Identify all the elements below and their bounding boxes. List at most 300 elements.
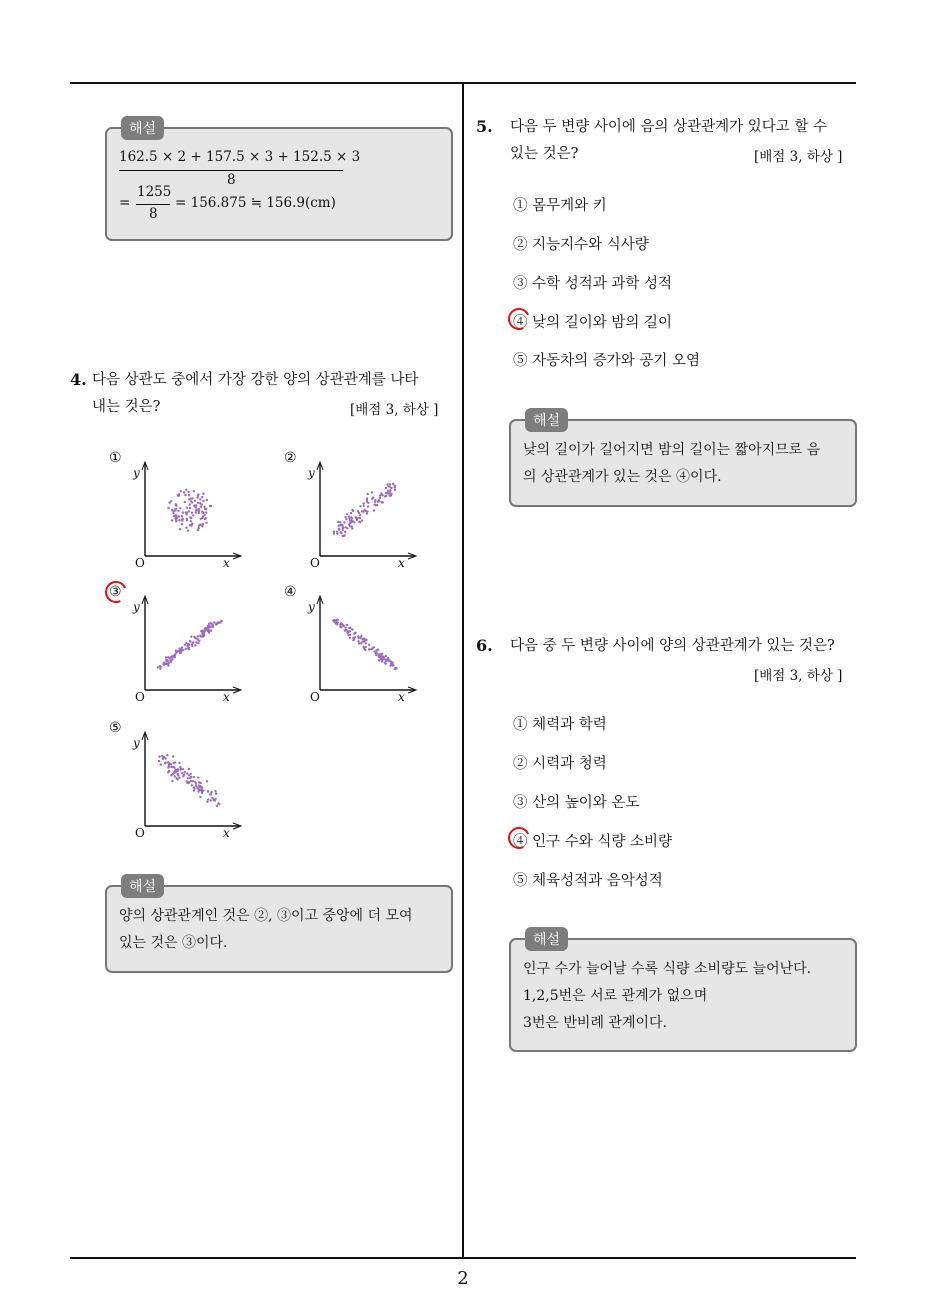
scatter-point xyxy=(200,789,202,791)
scatter-point xyxy=(384,495,386,497)
scatter-point xyxy=(376,649,378,651)
scatter-point xyxy=(368,648,370,650)
scatter-point xyxy=(185,527,187,529)
scatter-point xyxy=(337,619,339,621)
scatter-point xyxy=(186,518,188,520)
scatter-point xyxy=(198,525,200,527)
scatter-point xyxy=(171,655,173,657)
scatter-plot-1 xyxy=(105,450,255,580)
scatter-point xyxy=(172,755,174,757)
scatter-point xyxy=(171,509,173,511)
scatter-point xyxy=(376,652,378,654)
scatter-point xyxy=(186,507,188,509)
scatter-point xyxy=(158,760,160,762)
scatter-point xyxy=(199,498,201,500)
scatter-point xyxy=(202,512,204,514)
scatter-point xyxy=(359,514,361,516)
scatter-point xyxy=(343,534,345,536)
scatter-point xyxy=(347,632,349,634)
scatter-point xyxy=(159,665,161,667)
scatter-point xyxy=(182,518,184,520)
scatter-point xyxy=(214,790,216,792)
scatter-point xyxy=(389,489,391,491)
scatter-point xyxy=(201,496,203,498)
scatter-point xyxy=(175,516,177,518)
scatter-point xyxy=(351,525,353,527)
scatter-point xyxy=(177,770,179,772)
scatter-point xyxy=(382,494,384,496)
scatter-point xyxy=(167,771,169,773)
scatter-point xyxy=(344,627,346,629)
scatter-point xyxy=(371,648,373,650)
scatter-point xyxy=(385,487,387,489)
scatter-point xyxy=(389,492,391,494)
scatter-point xyxy=(189,507,191,509)
scatter-point xyxy=(348,523,350,525)
scatter-point xyxy=(203,635,205,637)
x-axis-label: x xyxy=(223,690,230,704)
scatter-point xyxy=(206,499,208,501)
scatter-point xyxy=(339,524,341,526)
scatter-point xyxy=(385,492,387,494)
scatter-point xyxy=(190,517,192,519)
scatter-point xyxy=(178,519,180,521)
scatter-point xyxy=(170,774,172,776)
scatter-point xyxy=(165,656,167,658)
scatter-point xyxy=(173,766,175,768)
scatter-point xyxy=(175,650,177,652)
scatter-point xyxy=(190,520,192,522)
scatter-point xyxy=(187,530,189,532)
x-axis-label: x xyxy=(398,690,405,704)
scatter-point xyxy=(167,507,169,509)
scatter-point xyxy=(160,763,162,765)
scatter-point xyxy=(186,780,188,782)
scatter-point xyxy=(339,521,341,523)
scatter-point xyxy=(188,774,190,776)
scatter-point xyxy=(204,627,206,629)
scatter-point xyxy=(207,790,209,792)
scatter-point xyxy=(381,653,383,655)
scatter-point xyxy=(339,623,341,625)
scatter-point xyxy=(363,505,365,507)
bottom-rule xyxy=(70,1257,856,1259)
scatter-point xyxy=(356,519,358,521)
scatter-point xyxy=(199,502,201,504)
scatter-point xyxy=(209,505,211,507)
scatter-point xyxy=(213,621,215,623)
scatter-point xyxy=(202,500,204,502)
scatter-point xyxy=(201,786,203,788)
scatter-plot-5 xyxy=(105,720,255,850)
scatter-point xyxy=(366,512,368,514)
scatter-point xyxy=(333,532,335,534)
fraction-bar-1 xyxy=(119,170,343,171)
question-4-number: 4. xyxy=(70,370,87,389)
scatter-point xyxy=(188,510,190,512)
scatter-point xyxy=(198,527,200,529)
x-axis-label: x xyxy=(223,556,230,570)
scatter-point xyxy=(194,781,196,783)
scatter-point xyxy=(216,805,218,807)
scatter-point xyxy=(202,516,204,518)
scatter-point xyxy=(181,772,183,774)
scatter-point xyxy=(178,777,180,779)
scatter-point xyxy=(367,493,369,495)
scatter-point xyxy=(359,517,361,519)
scatter-point xyxy=(388,495,390,497)
scatter-point xyxy=(189,524,191,526)
scatter-point xyxy=(184,771,186,773)
scatter-point xyxy=(204,508,206,510)
scatter-point xyxy=(191,512,193,514)
scatter-point xyxy=(367,505,369,507)
scatter-point xyxy=(174,514,176,516)
scatter-point xyxy=(175,508,177,510)
scatter-point xyxy=(208,624,210,626)
scatter-point xyxy=(216,623,218,625)
scatter-point xyxy=(363,502,365,504)
scatter-point xyxy=(207,626,209,628)
scatter-point xyxy=(373,509,375,511)
scatter-point xyxy=(393,485,395,487)
scatter-point xyxy=(349,637,351,639)
scatter-point xyxy=(385,660,387,662)
scatter-point xyxy=(165,659,167,661)
q5-choice-1: ① 몸무게와 키 xyxy=(513,198,607,214)
scatter-point xyxy=(177,650,179,652)
scatter-point xyxy=(166,754,168,756)
scatter-point xyxy=(186,512,188,514)
scatter-point xyxy=(373,503,375,505)
scatter-point xyxy=(193,789,195,791)
scatter-point xyxy=(177,495,179,497)
scatter-point xyxy=(387,485,389,487)
q5-choice-3: ③ 수학 성적과 과학 성적 xyxy=(513,276,672,292)
scatter-point xyxy=(357,510,359,512)
explanation-tag: 해설 xyxy=(121,874,164,898)
scatter-point xyxy=(171,519,173,521)
scatter-point xyxy=(171,780,173,782)
scatter-point xyxy=(381,501,383,503)
question-4-meta: [배점 3, 하상 ] xyxy=(350,402,439,418)
scatter-axes xyxy=(105,720,255,850)
scatter-point xyxy=(197,502,199,504)
scatter-point xyxy=(202,790,204,792)
plot-number-label: ③ xyxy=(109,584,122,600)
scatter-point xyxy=(208,629,210,631)
scatter-point xyxy=(220,620,222,622)
scatter-point xyxy=(189,503,191,505)
scatter-point xyxy=(174,775,176,777)
scatter-point xyxy=(362,646,364,648)
scatter-axes xyxy=(280,584,430,714)
scatter-point xyxy=(211,791,213,793)
scatter-point xyxy=(159,668,161,670)
scatter-point xyxy=(338,528,340,530)
explanation-box-q4 xyxy=(105,879,453,973)
scatter-point xyxy=(352,510,354,512)
scatter-point xyxy=(346,527,348,529)
scatter-point xyxy=(352,639,354,641)
scatter-point xyxy=(204,518,206,520)
scatter-point xyxy=(163,756,165,758)
scatter-point xyxy=(197,493,199,495)
scatter-point xyxy=(190,776,192,778)
plot-number-label: ④ xyxy=(284,584,297,600)
scatter-point xyxy=(333,619,335,621)
scatter-point xyxy=(196,787,198,789)
scatter-point xyxy=(179,528,181,530)
scatter-point xyxy=(354,632,356,634)
scatter-point xyxy=(371,491,373,493)
fraction-bar-2 xyxy=(136,204,170,205)
scatter-point xyxy=(365,642,367,644)
scatter-point xyxy=(365,646,367,648)
scatter-point xyxy=(387,657,389,659)
scatter-point xyxy=(195,641,197,643)
scatter-point xyxy=(170,500,172,502)
scatter-point xyxy=(158,756,160,758)
q5-choice-2: ② 지능지수와 식사량 xyxy=(513,237,649,253)
question-6-meta: [배점 3, 하상 ] xyxy=(754,668,843,684)
scatter-point xyxy=(188,498,190,500)
explanation-tag: 해설 xyxy=(525,408,568,432)
scatter-point xyxy=(177,773,179,775)
scatter-point xyxy=(200,506,202,508)
scatter-point xyxy=(340,532,342,534)
scatter-point xyxy=(344,516,346,518)
scatter-point xyxy=(205,511,207,513)
plot-number-label: ② xyxy=(284,450,297,466)
origin-label: O xyxy=(135,690,145,704)
scatter-point xyxy=(206,780,208,782)
scatter-point xyxy=(191,643,193,645)
scatter-point xyxy=(366,510,368,512)
scatter-point xyxy=(188,494,190,496)
scatter-point xyxy=(187,491,189,493)
x-axis-label: x xyxy=(398,556,405,570)
scatter-point xyxy=(170,766,172,768)
scatter-point xyxy=(164,762,166,764)
scatter-point xyxy=(191,784,193,786)
scatter-point xyxy=(362,511,364,513)
formula-numerator-1: 162.5 × 2 + 157.5 × 3 + 152.5 × 3 xyxy=(119,149,361,165)
scatter-point xyxy=(187,777,189,779)
q6-choice-3: ③ 산의 높이와 온도 xyxy=(513,795,640,811)
q6-choice-2: ② 시력과 청력 xyxy=(513,756,607,772)
scatter-point xyxy=(368,644,370,646)
question-5-meta: [배점 3, 하상 ] xyxy=(754,149,843,165)
scatter-point xyxy=(172,512,174,514)
scatter-plot-2 xyxy=(280,450,430,580)
scatter-point xyxy=(346,513,348,515)
scatter-point xyxy=(343,521,345,523)
scatter-point xyxy=(358,642,360,644)
scatter-point xyxy=(169,763,171,765)
scatter-point xyxy=(199,796,201,798)
explanation-line: 낮의 길이가 길어지면 밤의 길이는 짧아지므로 음 xyxy=(523,442,821,458)
scatter-point xyxy=(350,512,352,514)
scatter-point xyxy=(175,519,177,521)
scatter-point xyxy=(173,770,175,772)
scatter-point xyxy=(379,494,381,496)
scatter-point xyxy=(165,663,167,665)
scatter-point xyxy=(374,499,376,501)
scatter-point xyxy=(185,642,187,644)
question-4-text-line2: 내는 것은? xyxy=(92,399,161,415)
scatter-point xyxy=(344,531,346,533)
scatter-point xyxy=(178,762,180,764)
scatter-point xyxy=(194,644,196,646)
origin-label: O xyxy=(135,556,145,570)
scatter-point xyxy=(351,628,353,630)
scatter-point xyxy=(349,634,351,636)
explanation-line: 의 상관관계가 있는 것은 ④이다. xyxy=(523,469,722,485)
origin-label: O xyxy=(310,690,320,704)
scatter-point xyxy=(206,801,208,803)
scatter-point xyxy=(361,519,363,521)
scatter-point xyxy=(210,799,212,801)
scatter-point xyxy=(346,624,348,626)
scatter-point xyxy=(345,629,347,631)
explanation-line: 인구 수가 늘어날 수록 식량 소비량도 늘어난다. xyxy=(523,961,812,977)
plot-number-label: ① xyxy=(109,450,122,466)
scatter-point xyxy=(203,506,205,508)
scatter-point xyxy=(202,524,204,526)
scatter-point xyxy=(191,523,193,525)
scatter-point xyxy=(214,798,216,800)
scatter-point xyxy=(184,494,186,496)
scatter-point xyxy=(200,635,202,637)
scatter-point xyxy=(197,776,199,778)
scatter-point xyxy=(169,657,171,659)
scatter-point xyxy=(217,802,219,804)
scatter-point xyxy=(191,501,193,503)
scatter-point xyxy=(176,778,178,780)
scatter-plot-4 xyxy=(280,584,430,714)
scatter-point xyxy=(210,622,212,624)
explanation-tag: 해설 xyxy=(525,927,568,951)
scatter-point xyxy=(199,782,201,784)
scatter-point xyxy=(192,641,194,643)
scatter-point xyxy=(172,762,174,764)
scatter-point xyxy=(389,483,391,485)
scatter-point xyxy=(183,491,185,493)
scatter-point xyxy=(187,647,189,649)
scatter-point xyxy=(167,664,169,666)
scatter-point xyxy=(352,637,354,639)
question-5-text-line2: 있는 것은? xyxy=(510,146,579,162)
scatter-point xyxy=(185,648,187,650)
scatter-point xyxy=(351,517,353,519)
explanation-tag: 해설 xyxy=(121,116,164,140)
q6-choice-5: ⑤ 체육성적과 음악성적 xyxy=(513,873,663,889)
scatter-point xyxy=(377,501,379,503)
scatter-point xyxy=(366,498,368,500)
scatter-axes xyxy=(105,450,255,580)
scatter-point xyxy=(348,515,350,517)
scatter-point xyxy=(200,518,202,520)
y-axis-label: y xyxy=(133,600,140,614)
scatter-point xyxy=(390,487,392,489)
scatter-point xyxy=(212,624,214,626)
scatter-point xyxy=(193,776,195,778)
scatter-point xyxy=(215,793,217,795)
scatter-point xyxy=(201,629,203,631)
explanation-line: 양의 상관관계인 것은 ②, ③이고 중앙에 더 모여 xyxy=(119,908,413,924)
scatter-point xyxy=(336,532,338,534)
origin-label: O xyxy=(310,556,320,570)
scatter-point xyxy=(179,507,181,509)
scatter-point xyxy=(381,660,383,662)
scatter-point xyxy=(181,646,183,648)
scatter-point xyxy=(188,781,190,783)
question-4-text-line1: 다음 상관도 중에서 가장 강한 양의 상관관계를 나타 xyxy=(92,372,419,388)
question-6-text-line1: 다음 중 두 변량 사이에 양의 상관관계가 있는 것은? xyxy=(510,638,835,654)
scatter-point xyxy=(342,526,344,528)
scatter-point xyxy=(173,655,175,657)
scatter-point xyxy=(195,504,197,506)
y-axis-label: y xyxy=(133,466,140,480)
scatter-point xyxy=(193,490,195,492)
scatter-point xyxy=(184,501,186,503)
scatter-point xyxy=(194,500,196,502)
scatter-point xyxy=(392,483,394,485)
scatter-point xyxy=(345,518,347,520)
scatter-point xyxy=(179,768,181,770)
page-number: 2 xyxy=(457,1268,469,1289)
scatter-point xyxy=(188,768,190,770)
scatter-point xyxy=(182,511,184,513)
scatter-point xyxy=(337,521,339,523)
plot-number-label: ⑤ xyxy=(109,720,122,736)
scatter-point xyxy=(359,505,361,507)
scatter-point xyxy=(161,755,163,757)
scatter-point xyxy=(362,638,364,640)
scatter-point xyxy=(359,521,361,523)
scatter-point xyxy=(340,626,342,628)
formula-result: = 156.875 ≒ 156.9(cm) xyxy=(175,195,336,211)
scatter-point xyxy=(389,660,391,662)
q5-choice-5: ⑤ 자동차의 증가와 공기 오염 xyxy=(513,353,701,369)
scatter-point xyxy=(181,523,183,525)
formula-denominator-1: 8 xyxy=(227,172,236,188)
scatter-point xyxy=(371,498,373,500)
q6-choice-1: ① 체력과 학력 xyxy=(513,717,607,733)
scatter-point xyxy=(379,497,381,499)
formula-equals: = xyxy=(119,195,131,211)
explanation-box-q5 xyxy=(509,413,857,507)
scatter-point xyxy=(180,490,182,492)
y-axis-label: y xyxy=(133,736,140,750)
scatter-point xyxy=(350,521,352,523)
scatter-point xyxy=(387,490,389,492)
scatter-point xyxy=(197,635,199,637)
scatter-point xyxy=(175,504,177,506)
explanation-box-q6 xyxy=(509,932,857,1052)
scatter-point xyxy=(359,637,361,639)
scatter-point xyxy=(189,640,191,642)
scatter-point xyxy=(394,667,396,669)
y-axis-label: y xyxy=(308,600,315,614)
formula-numerator-2: 1255 xyxy=(137,184,172,200)
scatter-point xyxy=(177,510,179,512)
scatter-point xyxy=(197,638,199,640)
scatter-point xyxy=(181,515,183,517)
scatter-point xyxy=(357,640,359,642)
origin-label: O xyxy=(135,826,145,840)
